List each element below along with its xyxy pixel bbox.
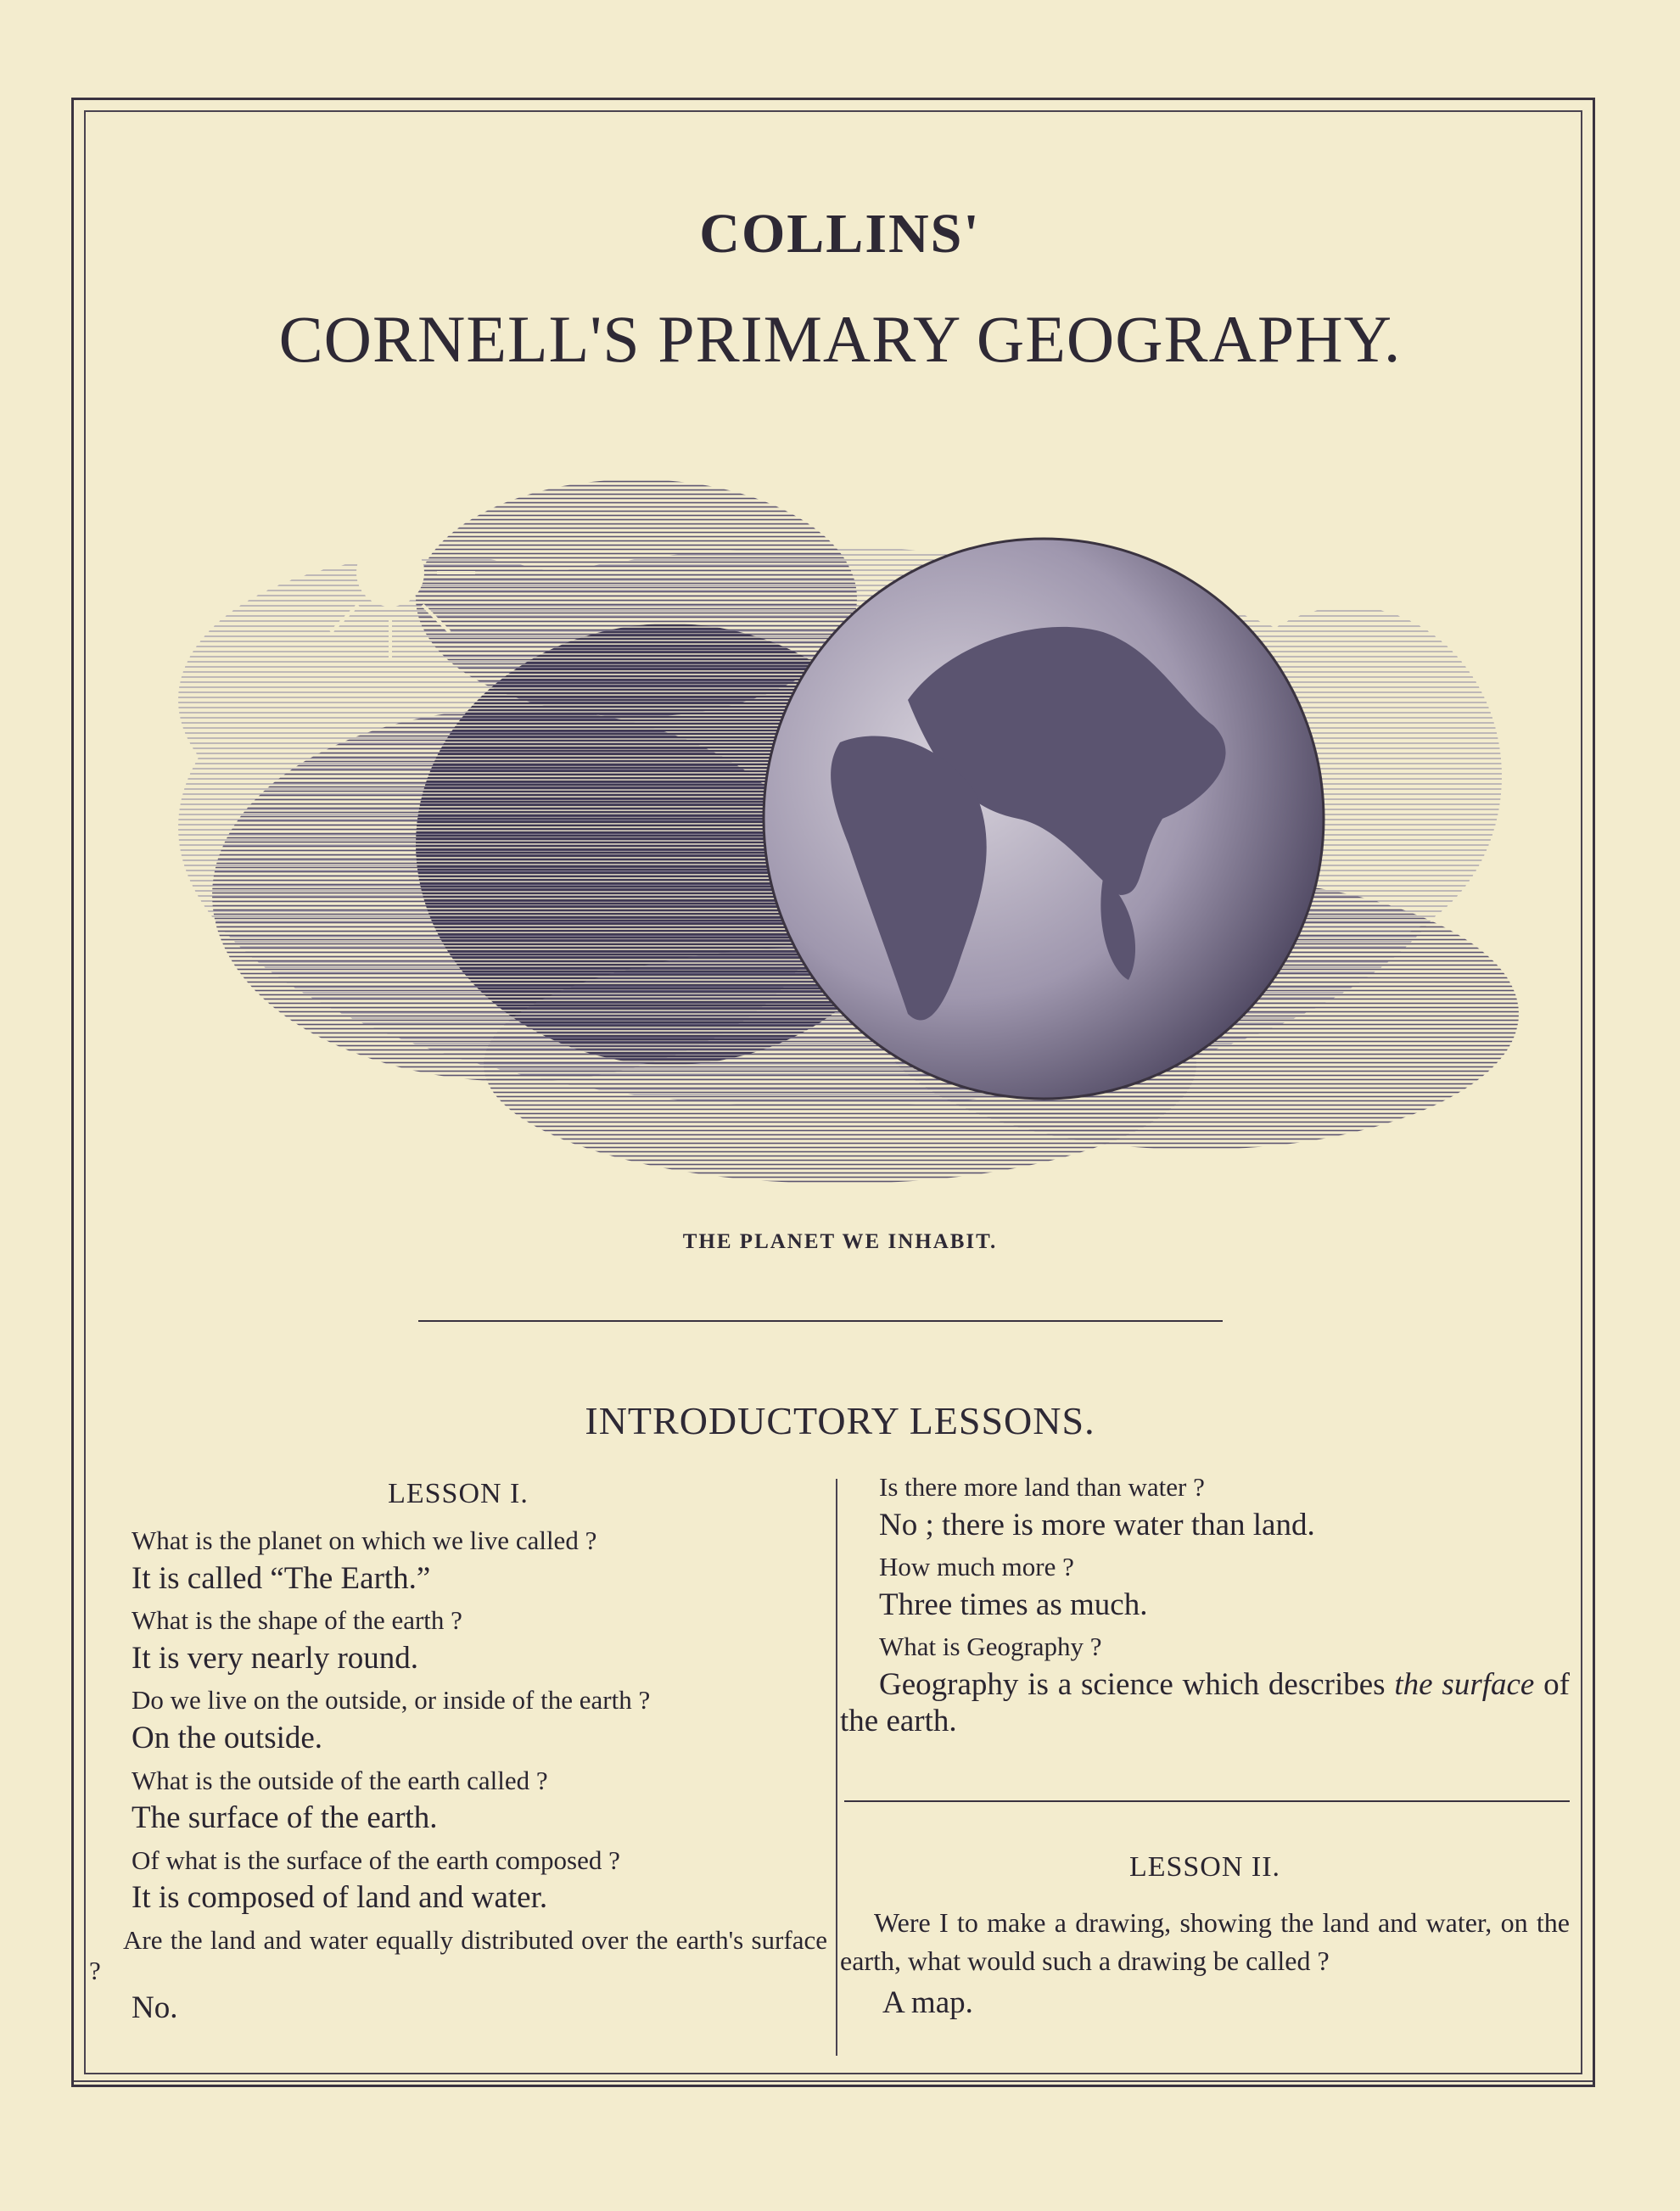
answer: On the outside.: [132, 1721, 323, 1756]
left-column: [89, 1472, 827, 2035]
caption-divider: [418, 1320, 1223, 1322]
answer: No ; there is more water than land.: [879, 1507, 1315, 1542]
column-divider: [836, 1479, 837, 2056]
question: What is Geography ?: [879, 1632, 1102, 1662]
globe: [764, 539, 1324, 1099]
answer: It is called “The Earth.”: [132, 1560, 431, 1596]
question: Were I to make a drawing, showing the land and water, on the earth, what would such a drawing be called ?: [840, 1907, 1570, 1976]
answer: [840, 1667, 1570, 1739]
lesson-heading: LESSON I.: [388, 1478, 529, 1509]
answer: It is very nearly round.: [132, 1640, 419, 1676]
section-title: INTRODUCTORY LESSONS.: [585, 1399, 1095, 1442]
right-column: [840, 1472, 1570, 1748]
answer-text: of the earth.: [840, 1667, 1570, 1738]
answer: No.: [132, 1990, 178, 2026]
book-title: CORNELL'S PRIMARY GEOGRAPHY.: [278, 302, 1402, 376]
lesson-2: [840, 1845, 1570, 2029]
answer: Three times as much.: [879, 1587, 1148, 1622]
question: What is the outside of the earth called ?: [132, 1765, 548, 1795]
emphasis-text: the surface: [1394, 1667, 1535, 1703]
sun: [305, 488, 475, 658]
lesson-divider: [844, 1800, 1570, 1802]
answer: The surface of the earth.: [132, 1800, 438, 1836]
question: What is the planet on which we live called ?: [132, 1525, 597, 1556]
illustration-caption: THE PLANET WE INHABIT.: [682, 1230, 998, 1253]
answer: It is composed of land and water.: [132, 1880, 548, 1916]
question: How much more ?: [879, 1552, 1074, 1582]
answer: A map.: [882, 1984, 973, 2020]
question: Is there more land than water ?: [879, 1472, 1205, 1502]
question: Do we live on the outside, or inside of the earth ?: [132, 1685, 651, 1716]
page-border-bottom-rule: [74, 2080, 1593, 2082]
question: Are the land and water equally distributed over the earth's surface ?: [89, 1925, 827, 1985]
answer-text: Geography is a science which describes: [879, 1667, 1395, 1703]
question: Of what is the surface of the earth composed ?: [132, 1844, 620, 1875]
lesson-heading: LESSON II.: [1128, 1851, 1281, 1883]
globe-clouds-illustration: [161, 420, 1519, 1217]
publisher-title: COLLINS': [699, 203, 981, 265]
question: What is the shape of the earth ?: [132, 1605, 462, 1636]
